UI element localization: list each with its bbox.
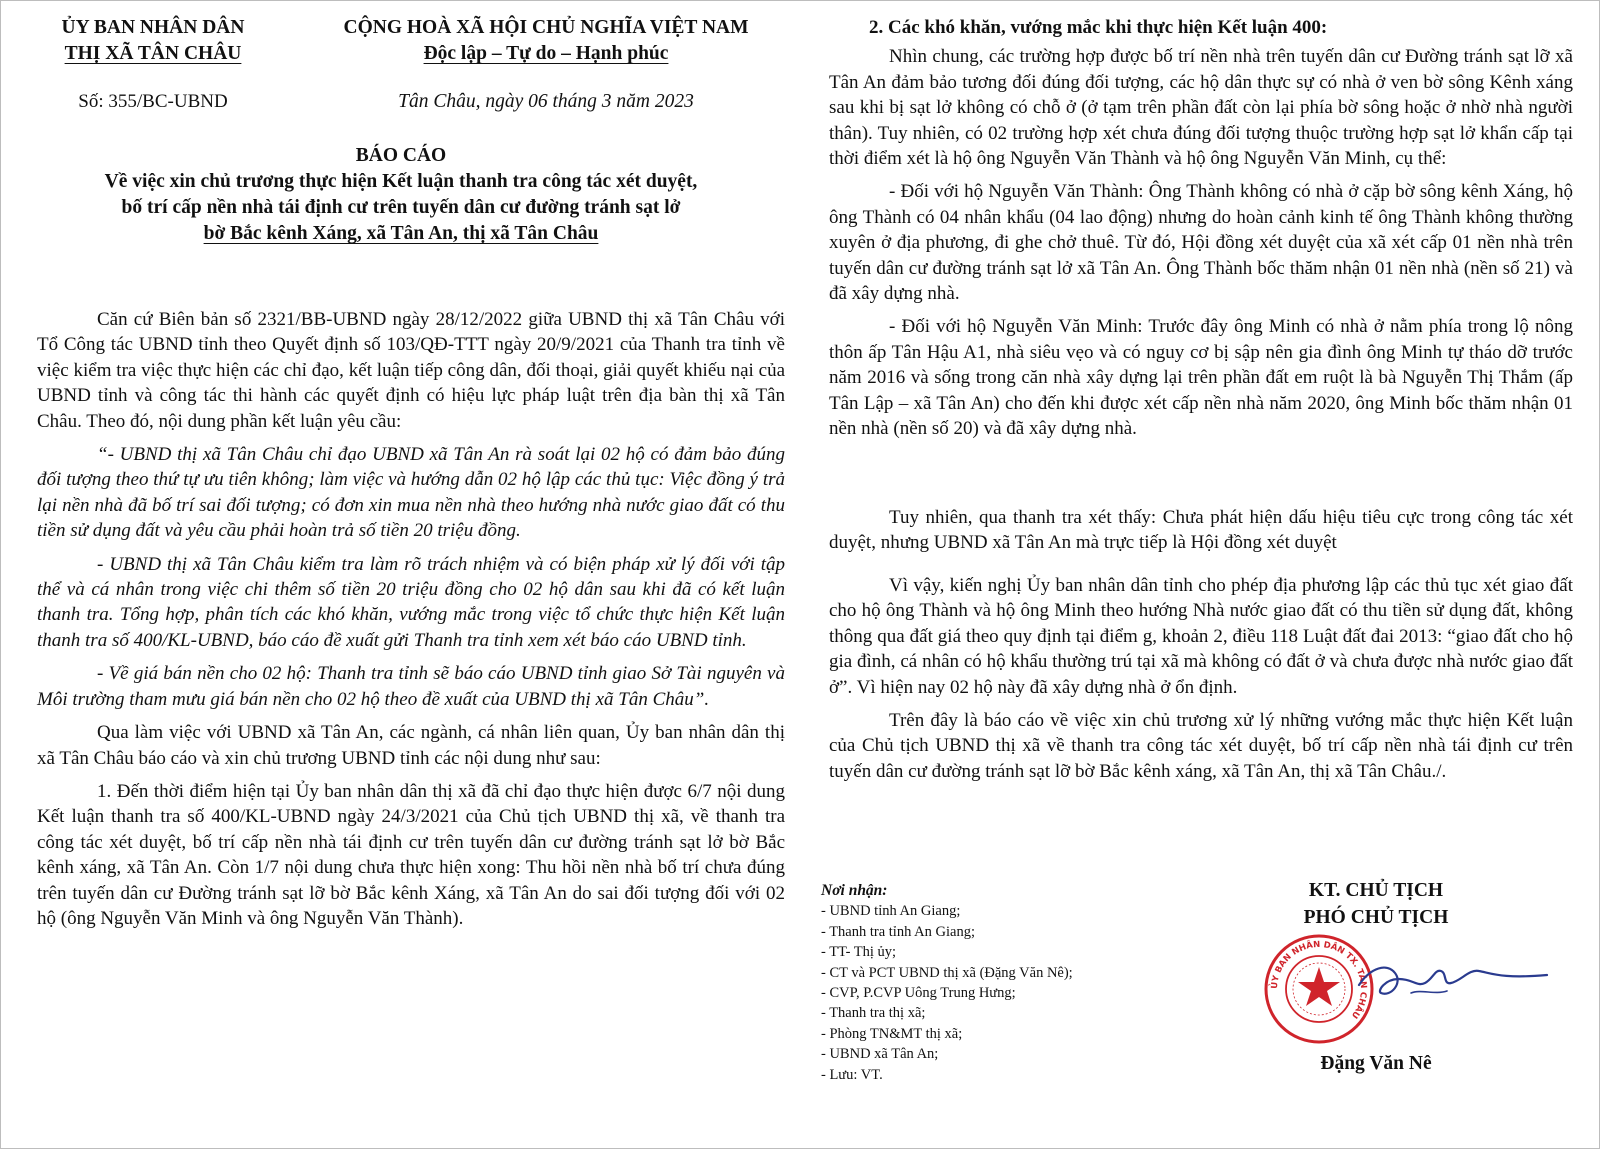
title-line-1: Về việc xin chủ trương thực hiện Kết luận thanh tra công tác xét duyệt, xyxy=(104,171,698,192)
document-title xyxy=(21,143,781,247)
paragraph: 1. Đến thời điểm hiện tại Ủy ban nhân dân thị xã đã chỉ đạo thực hiện được 6/7 nội dung Kết luận thanh tra số 400/KL-UBND ngày 24/3/2021 của Chủ tịch UBND thị xã, về thanh tra công tác xét duyệt, bố trí cấp nền nhà tái định cư trên tuyến dân cư đường tránh sạt lở bờ Bắc kênh xáng, xã Tân An. Còn 1/7 nội dung chưa thực hiện xong: Thu hồi nền nhà bố trí chưa đúng trên tuyến dân cư Đường tránh sạt lỡ bờ Bắc kênh Xáng, xã Tân An do sai đối tượng đối với 02 hộ (ông Nguyễn Văn Minh và ông Nguyễn Văn Thành). xyxy=(37,780,785,929)
place-date: Tân Châu, ngày 06 tháng 3 năm 2023 xyxy=(398,91,694,112)
paragraph: - Đối với hộ Nguyễn Văn Minh: Trước đây ông Minh có nhà ở nằm phía trong lộ nông thôn ấp Tân Hậu A1, nhà siêu vẹo và có nguy cơ bị sập nên gia đình ông Minh tự tháo dỡ trước năm 2016 và sống trong căn nhà xây dựng lại trên phần đất em ruột là bà Nguyễn Thị Thắm (ấp Tân Lập – xã Tân An) cho đến khi được xét cấp nền nhà năm 2020, ông Minh bốc thăm nhận 01 nền nhà (nền số 20) và đã xây dựng nhà. xyxy=(829,316,1573,440)
recipient-item: - CT và PCT UBND thị xã (Đặng Văn Nê); xyxy=(821,964,1073,981)
recipient-item: - Phòng TN&MT thị xã; xyxy=(821,1025,963,1042)
recipient-item: - UBND tỉnh An Giang; xyxy=(821,903,961,920)
signer-role-1: KT. CHỦ TỊCH xyxy=(1308,880,1444,901)
national-heading xyxy=(311,15,781,67)
issuing-organization xyxy=(37,15,269,67)
paragraph: Căn cứ Biên bản số 2321/BB-UBND ngày 28/12/2022 giữa UBND thị xã Tân Châu với Tổ Công tác UBND tỉnh theo Quyết định số 103/QĐ-TTT ngày 20/9/2021 của Thanh tra tỉnh về việc kiểm tra việc thực hiện các chỉ đạo, kết luận tiếp công dân, đối thoại, giải quyết khiếu nại của UBND tỉnh và công tác thi hành các quyết định có hiệu lực pháp luật trên địa bàn thị xã Tân Châu. Theo đó, nội dung phần kết luận yêu cầu: xyxy=(37,309,785,432)
title-line-3: bờ Bắc kênh Xáng, xã Tân An, thị xã Tân Châu xyxy=(203,223,599,244)
recipients-title: Nơi nhận: xyxy=(821,882,888,899)
section-heading: 2. Các khó khăn, vướng mắc khi thực hiện Kết luận 400: xyxy=(869,17,1328,38)
signer-role-2: PHÓ CHỦ TỊCH xyxy=(1303,907,1449,928)
quoted-paragraph: “- UBND thị xã Tân Châu chỉ đạo UBND xã Tân An rà soát lại 02 hộ có đảm bảo đúng đối tượng theo thứ tự ưu tiên không; làm việc và hướng dẫn 02 hộ lập các thủ tục: Việc đồng ý trả lại nền nhà đã bố trí sai đối tượng; có đơn xin mua nền nhà theo hướng nhà nước giao đất có thu tiền sử dụng đất và yêu cầu phải hoàn trả số tiền 20 triệu đồng. xyxy=(37,444,785,542)
truncated-paragraph xyxy=(829,505,1573,553)
paragraph: Qua làm việc với UBND xã Tân An, các ngành, cá nhân liên quan, Ủy ban nhân dân thị xã Tân Châu báo cáo và xin chủ trương UBND tỉnh các nội dung như sau: xyxy=(37,722,785,769)
paragraph: Nhìn chung, các trường hợp được bố trí nền nhà trên tuyến dân cư Đường tránh sạt lỡ xã Tân An đảm bảo tương đối đúng đối tượng, các hộ dân thực sự có nhà ở ven bờ sông Kênh xáng sau khi bị sạt lở không có chỗ ở (ở tạm trên phần đất còn lại phía bờ sông hoặc ở nhờ nhà người thân). Tuy nhiên, có 02 trường hợp xét chưa đúng đối tượng thuộc trường hợp sạt lở khẩn cấp tại thời điểm xét là hộ ông Nguyễn Văn Thành và hộ ông Nguyễn Văn Minh, cụ thể: xyxy=(829,46,1573,170)
quoted-paragraph: - Về giá bán nền cho 02 hộ: Thanh tra tỉnh sẽ báo cáo UBND tỉnh giao Sở Tài nguyên và Môi trường tham mưu giá bán nền cho 02 hộ theo đề xuất của UBND thị xã Tân Châu”. xyxy=(37,663,785,710)
paragraph: Tuy nhiên, qua thanh tra xét thấy: Chưa phát hiện dấu hiệu tiêu cực trong công tác xét duyệt, nhưng UBND xã Tân An mà trực tiếp là Hội đồng xét duyệt xyxy=(829,507,1573,553)
org-line-1: ỦY BAN NHÂN DÂN xyxy=(61,17,245,38)
right-body-bottom xyxy=(829,573,1573,792)
title-line-2: bố trí cấp nền nhà tái định cư trên tuyến dân cư đường tránh sạt lở xyxy=(121,197,681,218)
recipient-item: - Thanh tra tỉnh An Giang; xyxy=(821,923,975,940)
recipient-item: - TT- Thị ủy; xyxy=(821,944,897,961)
recipients-block xyxy=(821,881,1181,1085)
handwritten-signature-icon xyxy=(1351,949,1551,1009)
recipient-item: - Lưu: VT. xyxy=(821,1066,883,1083)
left-body xyxy=(37,307,785,939)
right-body-top xyxy=(829,15,1573,450)
recipient-item: - Thanh tra thị xã; xyxy=(821,1005,926,1022)
recipient-item: - UBND xã Tân An; xyxy=(821,1046,939,1063)
paragraph: - Đối với hộ Nguyễn Văn Thành: Ông Thành không có nhà ở cặp bờ sông kênh Xáng, hộ ông Thành có 04 nhân khẩu (04 lao động) nhưng do hoàn cảnh kinh tế ông Thành không thường xuyên ở địa phương, đi ghe chở thuê. Từ đó, Hội đồng xét duyệt của xã xét cấp 01 nền nhà trên tuyến dân cư đường tránh sạt lở xã Tân An. Ông Thành bốc thăm nhận 01 nền nhà (nền số 21) và đã xây dựng nhà. xyxy=(829,181,1573,305)
seal-text: ỦY BAN NHÂN DÂN TX. TÂN CHÂU xyxy=(1269,939,1369,1021)
signer-name: Đặng Văn Nê xyxy=(1320,1053,1432,1074)
title-type: BÁO CÁO xyxy=(355,145,447,166)
signature-title xyxy=(1241,877,1511,931)
paragraph: Vì vậy, kiến nghị Ủy ban nhân dân tỉnh cho phép địa phương lập các thủ tục xét giao đất cho hộ ông Thành và hộ ông Minh theo hướng Nhà nước giao đất có thu tiền sử dụng đất, không thông qua đất giá theo quy định tại điểm g, khoản 2, điều 118 Luật đất đai 2013: “giao đất cho hộ gia đình, cá nhân có hộ khẩu thường trú tại xã mà không có đất ở và chưa được nhà nước giao đất ở”. Vì hiện nay 02 hộ này đã xây dựng nhà ở ổn định. xyxy=(829,575,1573,698)
nation-line-1: CỘNG HOÀ XÃ HỘI CHỦ NGHĨA VIỆT NAM xyxy=(343,17,749,38)
quoted-paragraph: - UBND thị xã Tân Châu kiểm tra làm rõ trách nhiệm và có biện pháp xử lý đối với tập thể và cá nhân trong việc chi thêm số tiền 20 triệu đồng cho 02 hộ dân sau khi đã có kết luận thanh tra. Tổng hợp, phân tích các khó khăn, vướng mắc trong việc tổ chức thực hiện Kết luận thanh tra số 400/KL-UBND, báo cáo đề xuất gửi Thanh tra tỉnh xem xét báo cáo UBND tỉnh. xyxy=(37,553,785,651)
org-line-2: THỊ XÃ TÂN CHÂU xyxy=(64,43,242,64)
paragraph: Trên đây là báo cáo về việc xin chủ trương xử lý những vướng mắc thực hiện Kết luận của Chủ tịch UBND thị xã về thanh tra công tác xét duyệt, bố trí cấp nền nhà tái định cư trên tuyến dân cư đường tránh sạt lỡ bờ Bắc kênh xáng, xã Tân An, thị xã Tân Châu./. xyxy=(829,710,1573,782)
recipient-item: - CVP, P.CVP Uông Trung Hưng; xyxy=(821,985,1016,1002)
document-number: Số: 355/BC-UBND xyxy=(78,91,228,112)
nation-line-2: Độc lập – Tự do – Hạnh phúc xyxy=(423,43,669,64)
